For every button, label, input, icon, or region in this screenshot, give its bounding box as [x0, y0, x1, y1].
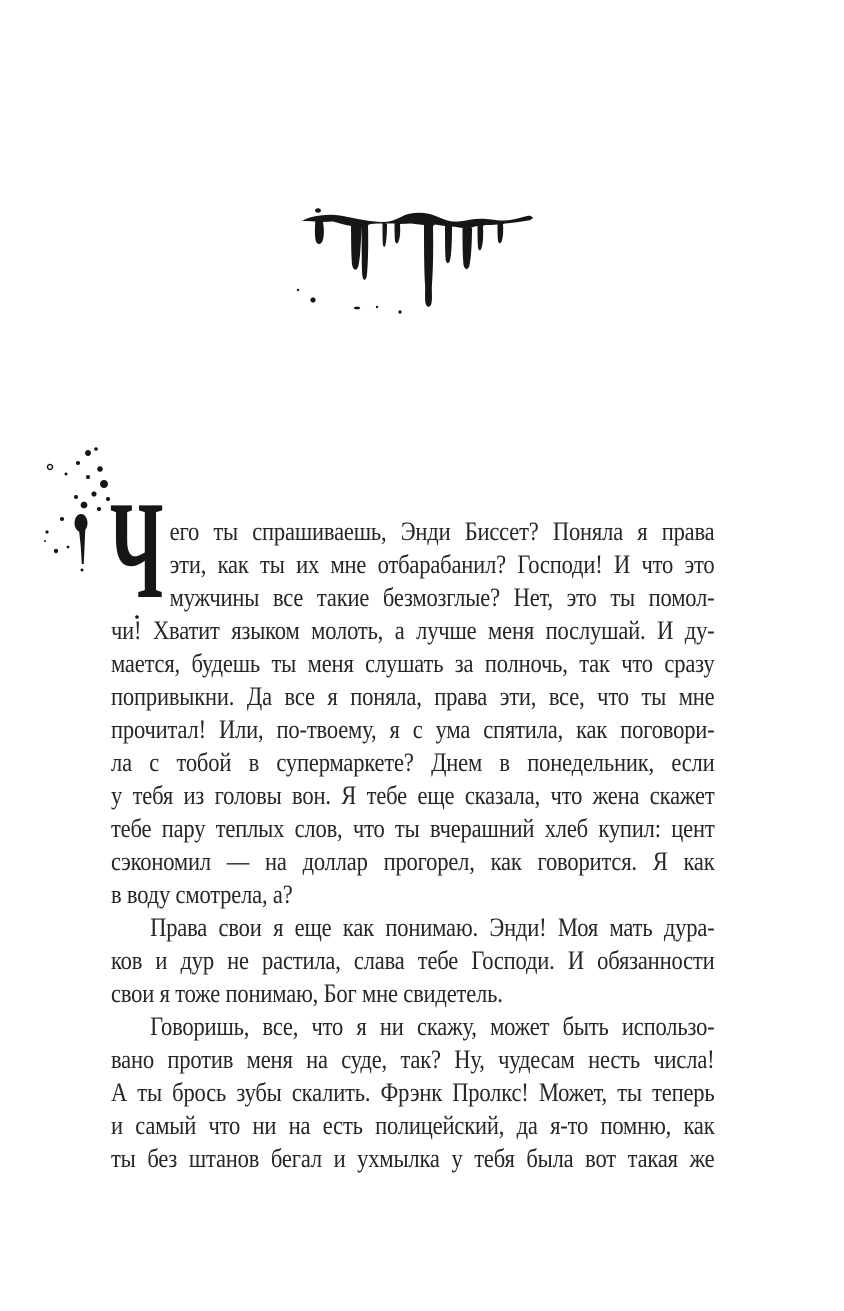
text-line: ты без штанов бегал и ухмылка у тебя была вот такая же — [111, 1143, 715, 1173]
text-line: ков и дур не растила, слава тебе Господи. И обязанности — [111, 945, 715, 975]
text-line: его ты спрашиваешь, Энди Биссет? Поняла я права — [169, 516, 715, 546]
text-line: вано против меня на суде, так? Ну, чудесам несть числа! — [111, 1044, 715, 1074]
blood-drip-graphic — [295, 204, 540, 316]
text-line: ла с тобой в супермаркете? Днем в понедельник, если — [111, 747, 715, 777]
text-line: эти, как ты их мне отбарабанил? Господи! И что это — [169, 549, 715, 579]
text-block — [111, 515, 715, 1175]
text-line: мужчины все такие безмозглые? Нет, это ты помол- — [169, 582, 715, 612]
paragraph — [111, 515, 715, 911]
text-line: чи! Хватит языком молоть, а лучше меня послушай. И ду- — [111, 615, 715, 645]
paragraph — [111, 911, 715, 1010]
text-line: свои я тоже понимаю, Бог мне свидетель. — [111, 978, 503, 1008]
text-line: попривыкни. Да все я поняла, права эти, все, что ты мне — [111, 681, 715, 711]
text-line: у тебя из головы вон. Я тебе еще сказала, что жена скажет — [111, 780, 715, 810]
text-line: А ты брось зубы скалить. Фрэнк Пролкс! Может, ты теперь — [111, 1077, 715, 1107]
text-line: и самый что ни на есть полицейский, да я-то помню, как — [111, 1110, 715, 1140]
paragraph — [111, 1010, 715, 1175]
text-line: сэкономил — на доллар прогорел, как говорится. Я как — [111, 846, 715, 876]
text-line: Права свои я еще как понимаю. Энди! Моя мать дура- — [150, 912, 715, 942]
text-line: мается, будешь ты меня слушать за полночь, так что сразу — [111, 648, 715, 678]
text-line: прочитал! Или, по-твоему, я с ума спятила, как поговори- — [111, 714, 715, 744]
text-line: Говоришь, все, что я ни скажу, может быть использо- — [150, 1011, 715, 1041]
drop-cap-letter: Ч — [110, 473, 164, 628]
text-line: тебе пару теплых слов, что ты вчерашний хлеб купил: цент — [111, 813, 715, 843]
text-line: в воду смотрела, а? — [111, 879, 293, 909]
